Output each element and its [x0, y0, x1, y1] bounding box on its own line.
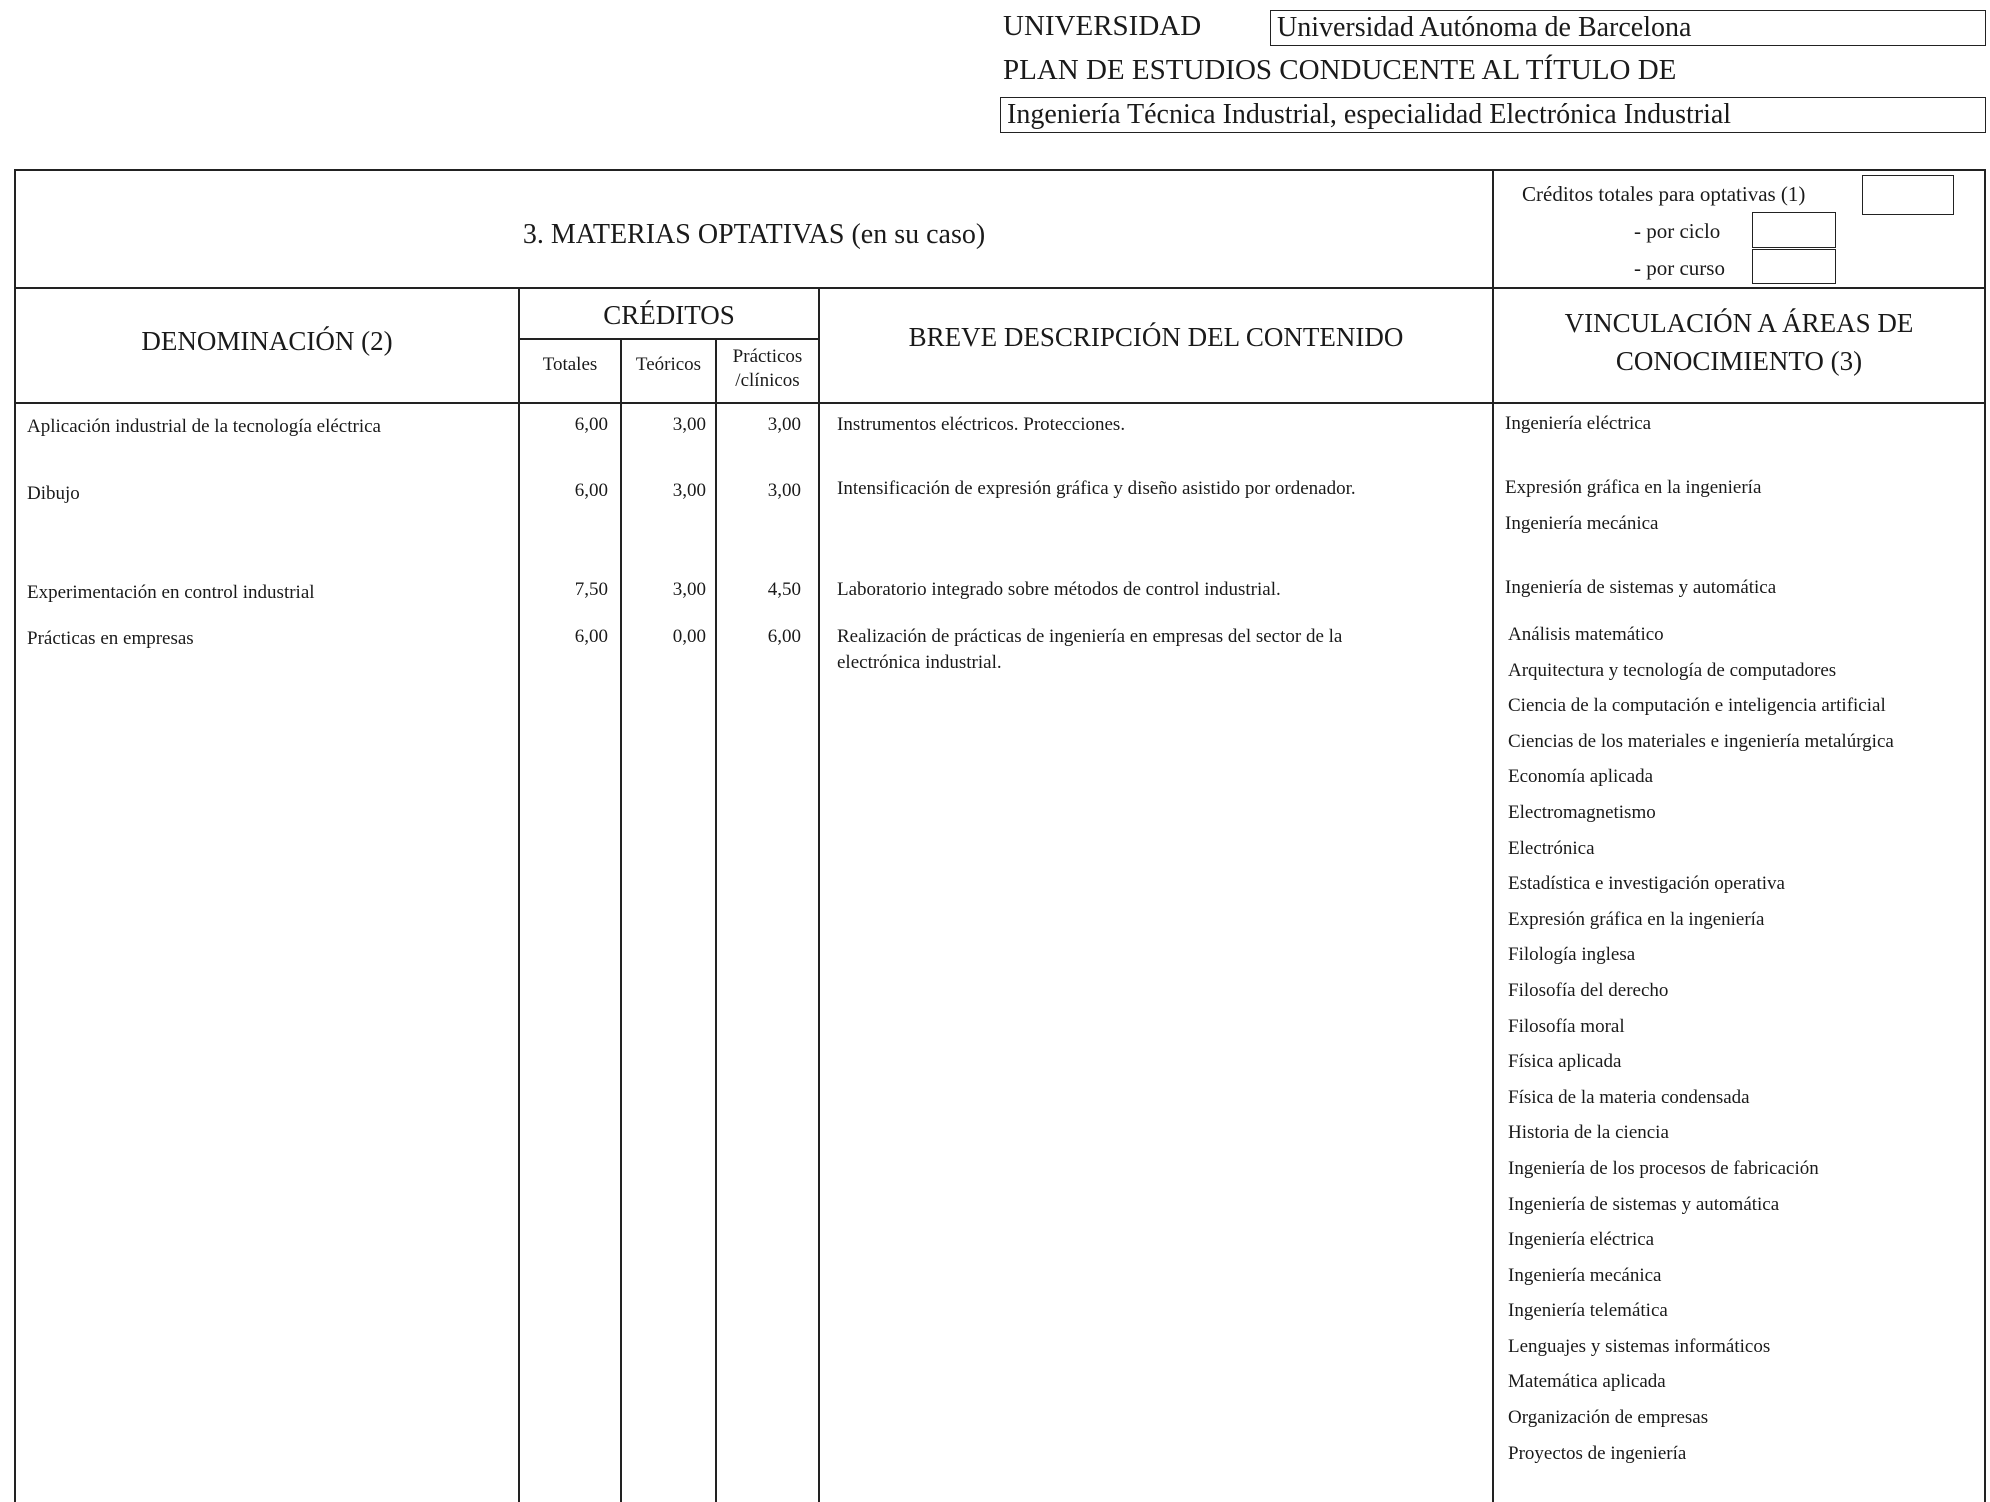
area-list — [1508, 624, 1894, 1478]
col-creditos: CRÉDITOS — [603, 300, 735, 330]
col-descripcion: BREVE DESCRIPCIÓN DEL CONTENIDO — [908, 322, 1404, 352]
list-item: Lenguajes y sistemas informáticos — [1508, 1335, 1771, 1357]
row-teoricos: 3,00 — [672, 414, 706, 435]
row-descripcion-line1: Realización de prácticas de ingeniería en empresas del sector de la — [837, 626, 1343, 647]
list-item: Filología inglesa — [1508, 944, 1636, 966]
row-area: Ingeniería eléctrica — [1505, 413, 1652, 434]
row-practicos: 3,00 — [767, 480, 801, 501]
row-teoricos: 0,00 — [672, 626, 706, 647]
universidad-field: Universidad Autónoma de Barcelona — [1270, 10, 1986, 46]
row-area: Ingeniería de sistemas y automática — [1505, 577, 1777, 598]
list-item: Historia de la ciencia — [1508, 1122, 1669, 1144]
list-item: Ingeniería mecánica — [1508, 1264, 1662, 1286]
section-title: 3. MATERIAS OPTATIVAS (en su caso) — [522, 219, 986, 250]
list-item: Análisis matemático — [1508, 624, 1664, 645]
por-ciclo-box — [1752, 212, 1836, 248]
row-practicos: 4,50 — [767, 579, 801, 600]
row-teoricos: 3,00 — [672, 480, 706, 501]
row-totales: 7,50 — [574, 579, 608, 600]
row-descripcion-line2: electrónica industrial. — [837, 652, 1002, 673]
col-denominacion: DENOMINACIÓN (2) — [141, 326, 393, 356]
col-teoricos: Teóricos — [635, 354, 702, 375]
list-item: Filosofía moral — [1508, 1015, 1625, 1037]
col-practicos-line1: Prácticos — [732, 346, 803, 367]
row-teoricos: 3,00 — [672, 579, 706, 600]
list-item: Ingeniería de los procesos de fabricación — [1508, 1157, 1819, 1179]
row-area: Expresión gráfica en la ingeniería — [1505, 477, 1762, 498]
universidad-label: UNIVERSIDAD — [1003, 10, 1202, 42]
col-practicos-line2: /clínicos — [735, 370, 800, 391]
row-totales: 6,00 — [574, 414, 608, 435]
row-denominacion: Experimentación en control industrial — [27, 582, 315, 603]
col-vinculacion-line1: VINCULACIÓN A ÁREAS DE — [1564, 308, 1914, 338]
list-item: Filosofía del derecho — [1508, 979, 1669, 1001]
list-item: Electromagnetismo — [1508, 801, 1656, 823]
list-item: Ingeniería de sistemas y automática — [1508, 1193, 1780, 1215]
col-practicos — [717, 345, 818, 393]
list-item: Proyectos de ingeniería — [1508, 1442, 1687, 1464]
row-denominacion: Prácticas en empresas — [27, 628, 194, 649]
row-descripcion: Laboratorio integrado sobre métodos de control industrial. — [837, 579, 1281, 600]
col-totales: Totales — [542, 354, 598, 375]
list-item: Arquitectura y tecnología de computadores — [1508, 659, 1837, 681]
list-item: Estadística e investigación operativa — [1508, 873, 1785, 895]
list-item: Matemática aplicada — [1508, 1371, 1666, 1393]
list-item: Ingeniería telemática — [1508, 1300, 1668, 1322]
list-item: Economía aplicada — [1508, 766, 1654, 788]
por-curso-label: - por curso — [1634, 256, 1725, 280]
creditos-totales-box — [1862, 175, 1954, 215]
creditos-totales-label: Créditos totales para optativas (1) — [1522, 182, 1806, 206]
plan-label: PLAN DE ESTUDIOS CONDUCENTE AL TÍTULO DE — [1003, 54, 1677, 86]
row-totales: 6,00 — [574, 480, 608, 501]
list-item: Organización de empresas — [1508, 1407, 1709, 1429]
col-vinculacion-line2: CONOCIMIENTO (3) — [1615, 346, 1863, 376]
list-item: Ciencias de los materiales e ingeniería metalúrgica — [1508, 730, 1894, 752]
row-denominacion: Aplicación industrial de la tecnología eléctrica — [27, 416, 381, 437]
titulo-field: Ingeniería Técnica Industrial, especialidad Electrónica Industrial — [1000, 97, 1986, 133]
list-item: Electrónica — [1508, 837, 1595, 859]
row-descripcion — [837, 624, 1342, 676]
row-descripcion: Instrumentos eléctricos. Protecciones. — [837, 414, 1126, 435]
list-item: Ingeniería eléctrica — [1508, 1229, 1655, 1251]
row-descripcion: Intensificación de expresión gráfica y diseño asistido por ordenador. — [837, 478, 1356, 499]
col-vinculacion — [1494, 304, 1984, 380]
row-totales: 6,00 — [574, 626, 608, 647]
row-practicos: 3,00 — [767, 414, 801, 435]
por-ciclo-label: - por ciclo — [1634, 219, 1721, 243]
list-item: Expresión gráfica en la ingeniería — [1508, 908, 1765, 930]
row-practicos: 6,00 — [767, 626, 801, 647]
list-item: Física aplicada — [1508, 1051, 1622, 1073]
row-denominacion: Dibujo — [27, 483, 80, 504]
por-curso-box — [1752, 249, 1836, 284]
row-area: Ingeniería mecánica — [1505, 513, 1659, 534]
list-item: Física de la materia condensada — [1508, 1086, 1750, 1108]
list-item: Ciencia de la computación e inteligencia artificial — [1508, 695, 1886, 717]
